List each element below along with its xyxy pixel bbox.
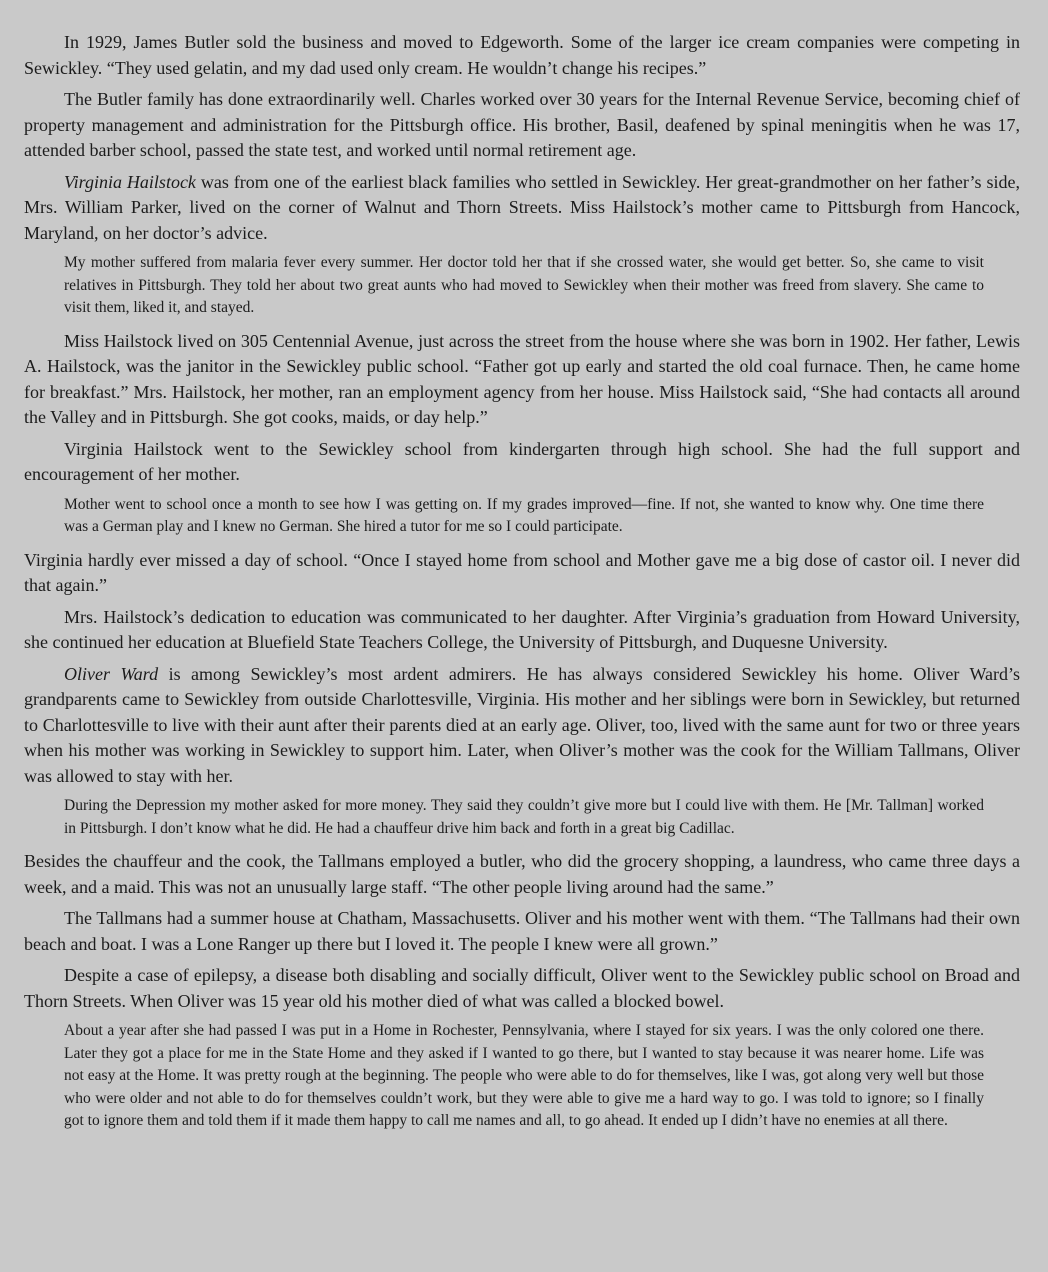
paragraph-sewickley-school (24, 437, 1020, 488)
paragraph-text: Despite a case of epilepsy, a disease both disabling and socially difficult, Oliver went to the Sewickley public school on Broad and Thorn Streets. When Oliver was 15 year old his mother died of what was called a blocked bowel. (24, 965, 1020, 1011)
paragraph-text: Mrs. Hailstock’s dedication to education was communicated to her daughter. After Virginia’s graduation from Howard University, she continued her education at Bluefield State Teachers College, the University of Pittsburgh, and Duquesne University. (24, 606, 1020, 652)
person-name-italic: Virginia Hailstock (64, 171, 196, 192)
paragraph-centennial-avenue (24, 329, 1020, 431)
block-quote-malaria (64, 252, 984, 320)
paragraph-chatham (24, 906, 1020, 957)
quote-text: About a year after she had passed I was put in a Home in Rochester, Pennsylvania, where I stayed for six years. I was the only colored one there. Later they got a place for me in the State Home and they asked if I wanted to go there, but I wanted to stay because it was nearer home. Life was not easy at the Home. It was pretty rough at the beginning. The people who were able to do for themselves, like I was, got along very well but those who were older and not able to do for themselves couldn’t work, but they were able to give me a hard way to go. I was told to ignore; so I finally got to ignore them and told them if it made them happy to call me names and all, to go ahead. It ended up I didn’t have no enemies at all there. (64, 1022, 984, 1129)
paragraph-butler-family (24, 87, 1020, 164)
paragraph-virginia-intro (24, 170, 1020, 247)
paragraph-text: Miss Hailstock lived on 305 Centennial Avenue, just across the street from the house where she was born in 1902. Her father, Lewis A. Hailstock, was the janitor in the Sewickley public school. “Father got up early and started the old coal furnace. Then, he came home for breakfast.” Mrs. Hailstock, her mother, ran an employment agency from her house. Miss Hailstock said, “She had contacts all around the Valley and in Pittsburgh. She got cooks, maids, or day help.” (24, 330, 1020, 427)
paragraph-oliver-intro (24, 662, 1020, 790)
person-name-italic: Oliver Ward (64, 663, 159, 684)
paragraph-text: Virginia hardly ever missed a day of school. “Once I stayed home from school and Mother gave me a big dose of castor oil. I never did that again.” (24, 549, 1020, 595)
paragraph-text: is among Sewickley’s most ardent admirers. He has always considered Sewickley his home. Oliver Ward’s grandparents came to Sewickley from outside Charlottesville, Virginia. His mother and her siblings were born in Sewickley, but returned to Charlottesville to live with their aunt after their parents died at an early age. Oliver, too, lived with the same aunt for two or three years when his mother was working in Sewickley to support him. Later, when Oliver’s mother was the cook for the William Tallmans, Oliver was allowed to stay with her. (24, 663, 1020, 786)
paragraph-education (24, 605, 1020, 656)
paragraph-text: was from one of the earliest black families who settled in Sewickley. Her great-grandmother on her father’s side, Mrs. William Parker, lived on the corner of Walnut and Thorn Streets. Miss Hailstock’s mother came to Pittsburgh from Hancock, Maryland, on her doctor’s advice. (24, 171, 1020, 243)
paragraph-text: Virginia Hailstock went to the Sewickley school from kindergarten through high school. She had the full support and encouragement of her mother. (24, 438, 1020, 484)
paragraph-text: The Tallmans had a summer house at Chatham, Massachusetts. Oliver and his mother went with them. “The Tallmans had their own beach and boat. I was a Lone Ranger up there but I loved it. The people I knew were all grown.” (24, 908, 1020, 954)
quote-text: Mother went to school once a month to see how I was getting on. If my grades improved—fine. If not, she wanted to know why. One time there was a German play and I knew no German. She hired a tutor for me so I could participate. (64, 495, 984, 535)
paragraph-tallman-staff (24, 849, 1020, 900)
paragraph-text: In 1929, James Butler sold the business and moved to Edgeworth. Some of the larger ice cream companies were competing in Sewickley. “They used gelatin, and my dad used only cream. He wouldn’t change his recipes.” (24, 32, 1020, 78)
paragraph-text: The Butler family has done extraordinarily well. Charles worked over 30 years for the Internal Revenue Service, becoming chief of property management and administration for the Pittsburgh office. His brother, Basil, deafened by spinal meningitis when he was 17, attended barber school, passed the state test, and worked until normal retirement age. (24, 89, 1020, 160)
paragraph-castor-oil (24, 548, 1020, 599)
paragraph-epilepsy (24, 963, 1020, 1014)
paragraph-butler-sale (24, 30, 1020, 81)
quote-text: During the Depression my mother asked for more money. They said they couldn’t give more but I could live with them. He [Mr. Tallman] worked in Pittsburgh. I don’t know what he did. He had a chauffeur drive him back and forth in a great big Cadillac. (64, 797, 984, 837)
block-quote-depression (64, 795, 984, 840)
block-quote-mother-school (64, 494, 984, 539)
quote-text: My mother suffered from malaria fever every summer. Her doctor told her that if she crossed water, she would get better. So, she came to visit relatives in Pittsburgh. They told her about two great aunts who had moved to Sewickley when their mother was freed from slavery. She came to visit them, liked it, and stayed. (64, 254, 984, 316)
block-quote-rochester-home (64, 1020, 984, 1133)
paragraph-text: Besides the chauffeur and the cook, the Tallmans employed a butler, who did the grocery shopping, a laundress, who came three days a week, and a maid. This was not an unusually large staff. “The other people living around had the same.” (24, 851, 1020, 897)
